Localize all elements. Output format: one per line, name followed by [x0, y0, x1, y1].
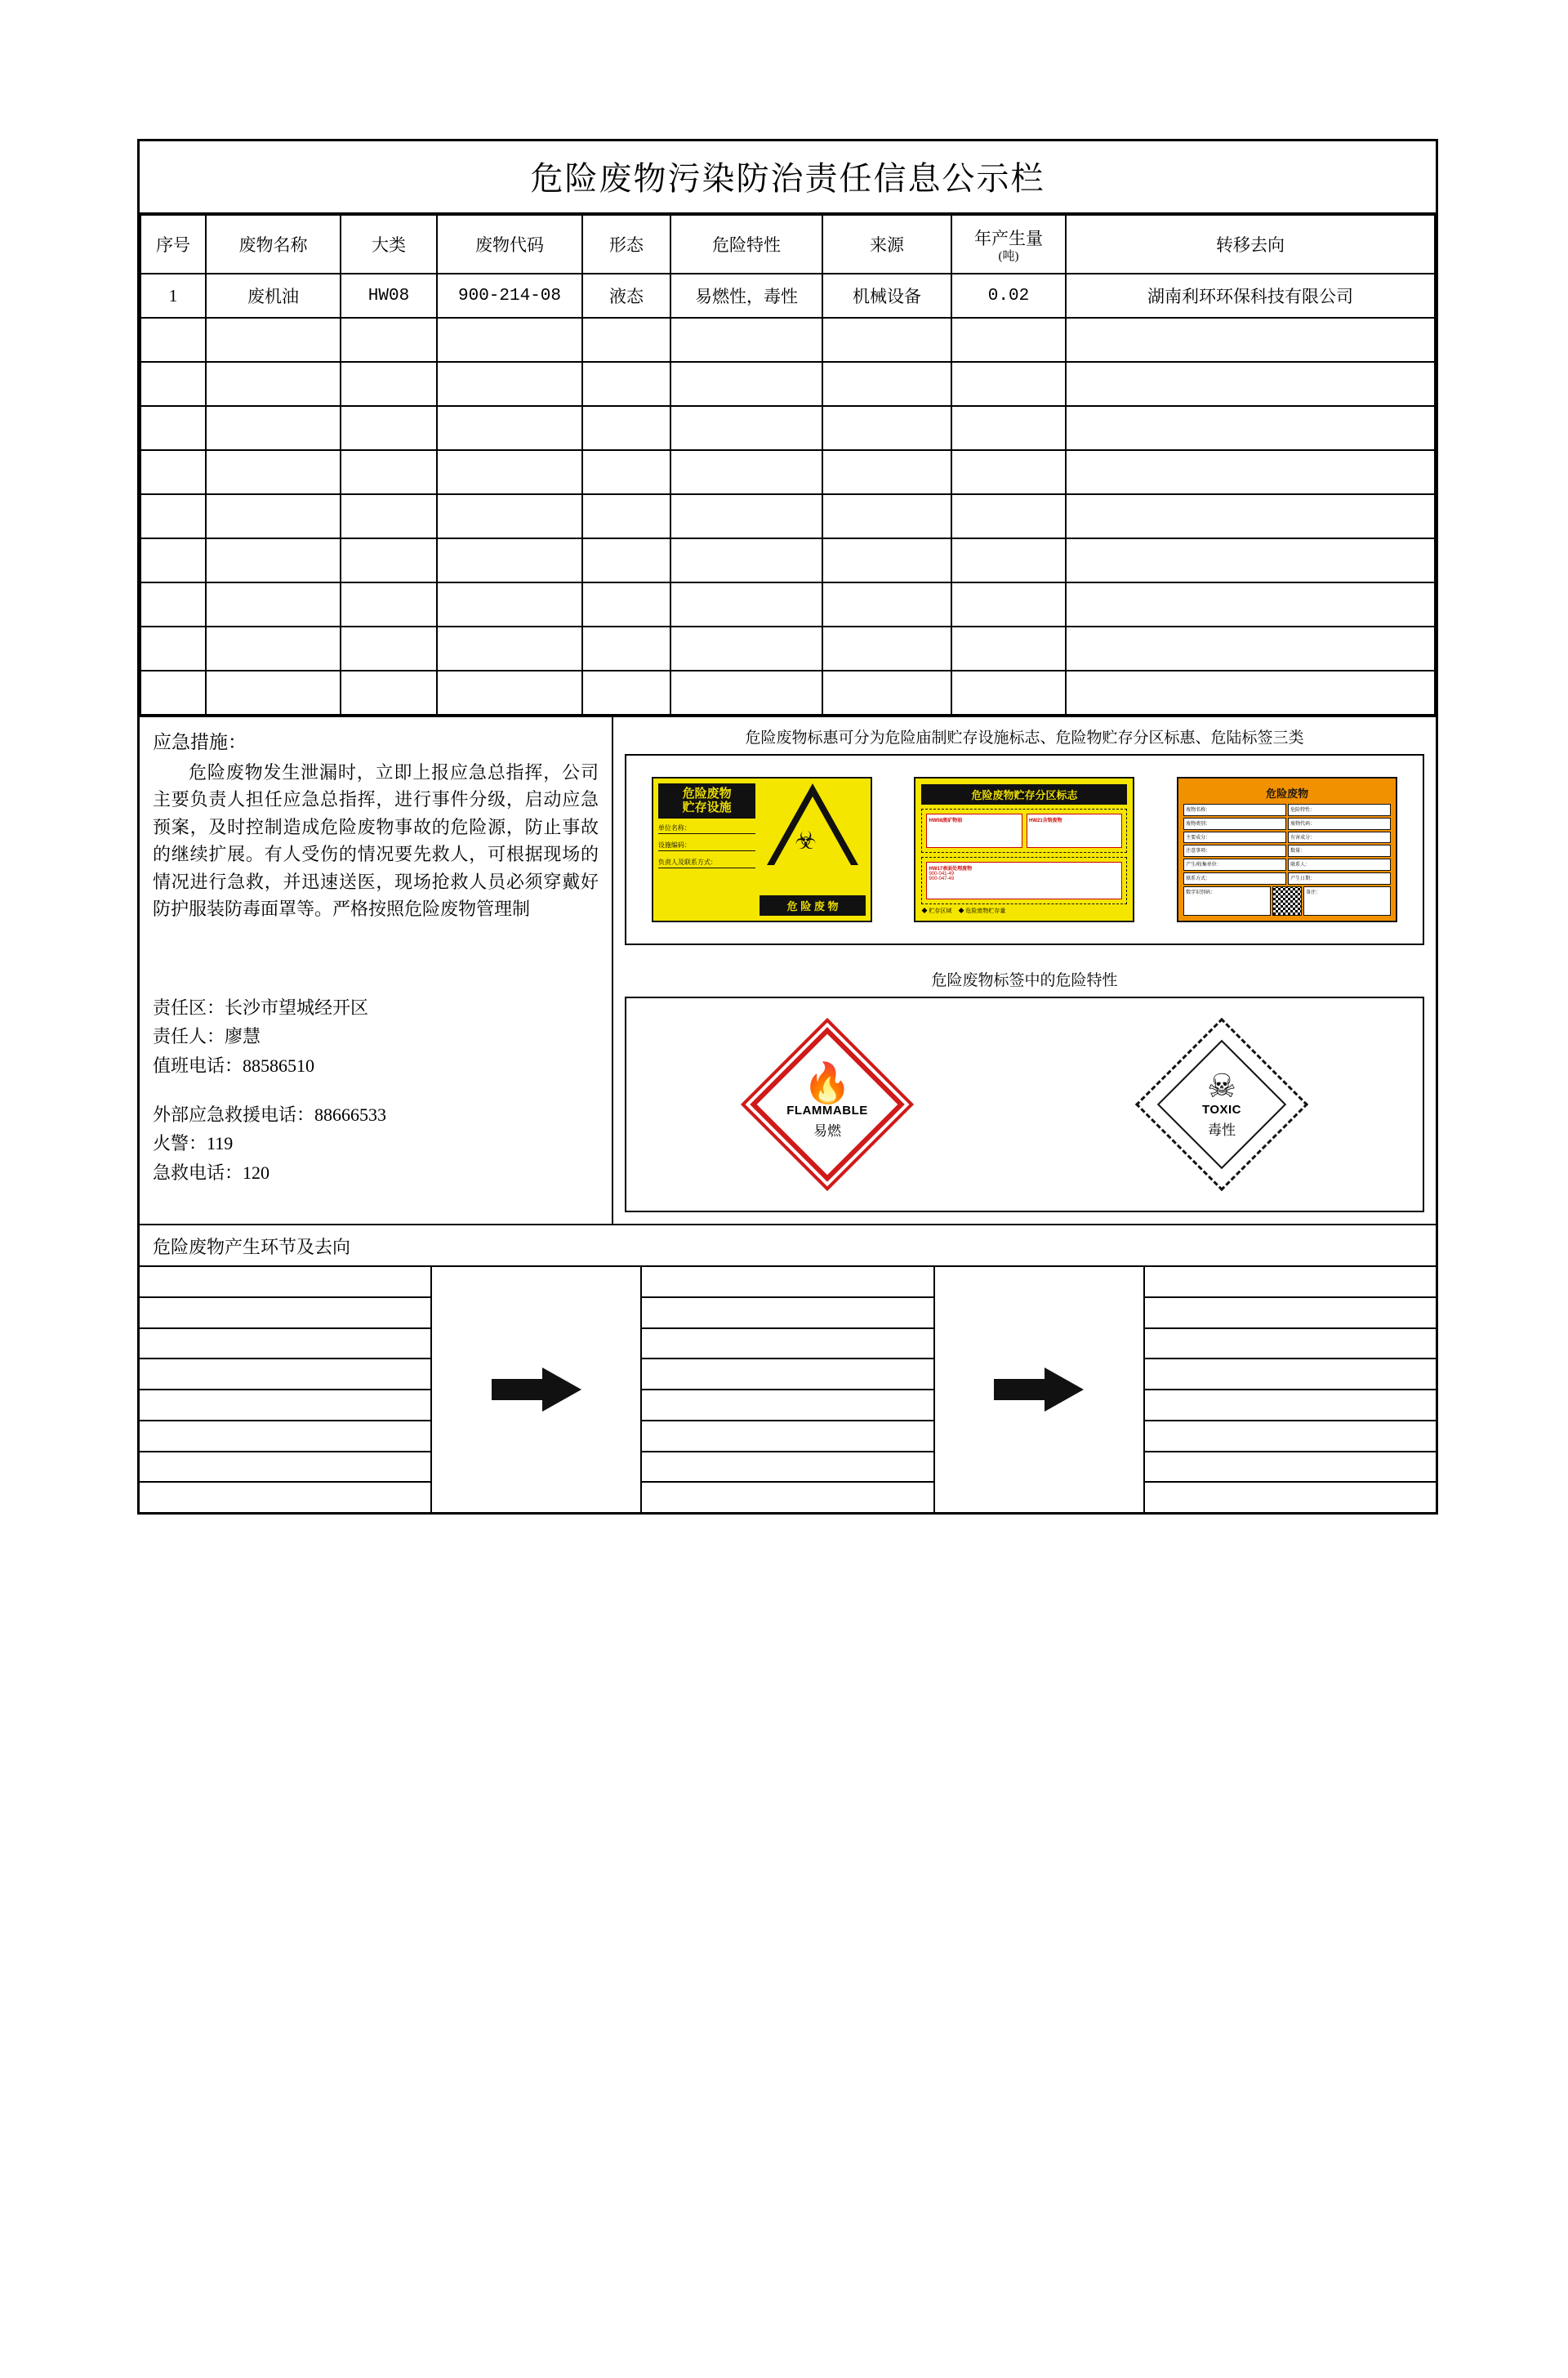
- table-header-row: [140, 215, 1435, 274]
- label-field: 备注：: [1303, 886, 1391, 916]
- label-field: 废物类别：: [1183, 818, 1286, 830]
- header-amount: [951, 215, 1066, 274]
- cell-empty: [140, 450, 206, 494]
- header-source: 来源: [822, 215, 951, 274]
- page-title: 危险废物污染防治责任信息公示栏: [530, 160, 1045, 197]
- table-row-empty: [140, 627, 1435, 671]
- flow-line: [642, 1359, 933, 1390]
- cell-empty: [1066, 671, 1435, 715]
- cell-empty: [206, 538, 341, 582]
- arrow-head: [1045, 1367, 1084, 1412]
- cell-empty: [582, 494, 670, 538]
- cell-empty: [437, 582, 582, 627]
- label-field: 主要成分：: [1183, 832, 1286, 844]
- flammable-diamond: [741, 1018, 914, 1191]
- cell-empty: [140, 627, 206, 671]
- label-row: [1183, 886, 1391, 916]
- duty-phone-line: [153, 1051, 599, 1081]
- flow-section-title: 危险废物产生环节及去向: [140, 1224, 1436, 1265]
- label-field: 注意事项：: [1183, 845, 1286, 857]
- zone-foot-1: ◆ 贮存区域: [921, 908, 952, 914]
- zone-cell-3-code1: 900-041-49: [929, 872, 955, 877]
- flow-line: [1145, 1298, 1436, 1329]
- toxic-label-cn: 毒性: [1207, 1122, 1236, 1138]
- flow-arrow-1: [432, 1267, 642, 1512]
- flow-line: [642, 1329, 933, 1360]
- toxic-diamond-wrap: [1120, 1019, 1324, 1190]
- table-row-empty: [140, 582, 1435, 627]
- table-row-empty: [140, 494, 1435, 538]
- label-row: [1183, 845, 1391, 857]
- cell-empty: [206, 406, 341, 450]
- zone-foot-2: ◆ 危险废物贮存量: [958, 908, 1006, 914]
- label-row: [1183, 859, 1391, 871]
- external-rescue-value: 88666533: [314, 1104, 387, 1125]
- zone-cell-1-title: HW08废矿物油: [929, 819, 963, 823]
- table-row-empty: [140, 318, 1435, 362]
- cell-empty: [437, 494, 582, 538]
- zone-cell-2: [1027, 814, 1123, 848]
- toxic-diamond: [1135, 1018, 1308, 1191]
- arrow-right-icon: [492, 1367, 581, 1412]
- flow-line: [140, 1329, 430, 1360]
- responsibility-block: [153, 993, 599, 1081]
- header-name: 废物名称: [206, 215, 341, 274]
- zone-sign-footer: [921, 907, 1127, 915]
- header-amount-label: 年产生量: [974, 228, 1043, 248]
- cell-empty: [951, 538, 1066, 582]
- cell-empty: [822, 671, 951, 715]
- signage-panel: [613, 717, 1436, 1224]
- arrow-right-icon: [994, 1367, 1084, 1412]
- zone-cell-3-title: HW17表面处理废物: [929, 867, 973, 872]
- header-category: 大类: [341, 215, 437, 274]
- arrow-shaft: [994, 1379, 1048, 1400]
- signage-caption: 危险废物标惠可分为危险庙制贮存设施标志、危险物贮存分区标惠、危陆标签三类: [745, 729, 1304, 747]
- cell-empty: [582, 362, 670, 406]
- cell-empty: [670, 318, 822, 362]
- cell-category: HW08: [341, 274, 437, 318]
- cell-empty: [206, 362, 341, 406]
- flow-line: [1145, 1359, 1436, 1390]
- header-state: 形态: [582, 215, 670, 274]
- arrow-shaft: [492, 1379, 546, 1400]
- cell-empty: [140, 362, 206, 406]
- table-body: [140, 274, 1435, 715]
- cell-empty: [951, 582, 1066, 627]
- cell-empty: [822, 582, 951, 627]
- flow-line: [140, 1452, 430, 1483]
- flow-line: [1145, 1452, 1436, 1483]
- label-field: 数字识别码：: [1183, 886, 1271, 916]
- emergency-body: 危险废物发生泄漏时，立即上报应急总指挥，公司主要负责人担任应急总指挥，进行事件分级，启动应急预案，及时控制造成危险废物事故的危险源，防止事故的继续扩展。有人受伤的情况要先救人，可根据现场的情况进行急救，并迅速送医，现场抢救人员必须穿戴好防护服装防毒面罩等。严格按照危险废物管理制: [153, 762, 599, 920]
- cell-empty: [670, 494, 822, 538]
- cell-empty: [582, 582, 670, 627]
- flow-line: [642, 1298, 933, 1329]
- ambulance-label: 急救电话：: [153, 1162, 243, 1183]
- qr-code-icon: [1272, 886, 1302, 916]
- cell-empty: [206, 494, 341, 538]
- cell-empty: [822, 406, 951, 450]
- flow-line: [642, 1452, 933, 1483]
- sign-header-line2: 贮存设施: [682, 801, 732, 815]
- table-row-empty: [140, 538, 1435, 582]
- cell-empty: [140, 318, 206, 362]
- header-hazard: 危险特性: [670, 215, 822, 274]
- cell-name: 废机油: [206, 274, 341, 318]
- flow-line: [140, 1298, 430, 1329]
- cell-empty: [582, 406, 670, 450]
- storage-facility-sign: [652, 777, 872, 922]
- cell-empty: [951, 362, 1066, 406]
- public-notice-board: [137, 139, 1438, 1515]
- sign-header: [658, 783, 756, 819]
- responsibility-area-line: [153, 993, 599, 1023]
- table-row-empty: [140, 362, 1435, 406]
- sign-right-column: [760, 783, 865, 916]
- cell-empty: [1066, 627, 1435, 671]
- sign-header-line1: 危险废物: [682, 787, 732, 801]
- flow-arrow-2: [935, 1267, 1145, 1512]
- cell-empty: [437, 450, 582, 494]
- flammable-diamond-wrap: [725, 1019, 929, 1190]
- flow-line: [140, 1390, 430, 1421]
- arrow-head: [542, 1367, 581, 1412]
- flow-line: [642, 1390, 933, 1421]
- duty-phone-label: 值班电话：: [153, 1055, 243, 1076]
- flow-line: [1145, 1329, 1436, 1360]
- sign-fields: [658, 819, 756, 917]
- cell-empty: [1066, 494, 1435, 538]
- cell-empty: [437, 362, 582, 406]
- flow-diagram: [140, 1265, 1436, 1512]
- cell-empty: [341, 671, 437, 715]
- cell-code: 900-214-08: [437, 274, 582, 318]
- table-row-empty: [140, 406, 1435, 450]
- cell-empty: [670, 582, 822, 627]
- flow-line: [140, 1421, 430, 1452]
- sign-footer: 危 险 废 物: [760, 895, 865, 916]
- cell-empty: [951, 627, 1066, 671]
- middle-section: [140, 716, 1436, 1224]
- flow-line: [1145, 1421, 1436, 1452]
- fire-label: 火警：: [153, 1133, 207, 1154]
- duty-phone-value: 88586510: [243, 1055, 315, 1076]
- zone-sign-body: [921, 809, 1127, 853]
- cell-empty: [822, 494, 951, 538]
- waste-table: [140, 214, 1436, 716]
- header-destination: 转移去向: [1066, 215, 1435, 274]
- cell-empty: [206, 671, 341, 715]
- cell-amount: 0.02: [951, 274, 1066, 318]
- header-amount-unit: (吨): [998, 249, 1019, 263]
- external-rescue-label: 外部应急救援电话：: [153, 1104, 315, 1125]
- hazard-caption: 危险废物标签中的危险特性: [931, 972, 1118, 989]
- flow-line: [642, 1421, 933, 1452]
- cell-empty: [1066, 318, 1435, 362]
- cell-empty: [582, 627, 670, 671]
- emergency-heading: 应急措施：: [153, 732, 247, 752]
- cell-empty: [341, 318, 437, 362]
- label-field: 产生日期：: [1288, 872, 1391, 885]
- flow-line: [1145, 1390, 1436, 1421]
- flammable-label-cn: 易燃: [813, 1123, 842, 1139]
- responsible-person-value: 廖慧: [225, 1026, 261, 1047]
- flammable-label-en: FLAMMABLE: [786, 1104, 868, 1118]
- sign-left-column: [658, 783, 756, 916]
- cell-empty: [582, 450, 670, 494]
- cell-empty: [582, 318, 670, 362]
- hazard-triangle-icon: [767, 783, 858, 865]
- cell-empty: [670, 627, 822, 671]
- cell-empty: [822, 362, 951, 406]
- fire-line: [153, 1129, 599, 1158]
- label-field: 联系方式：: [1183, 872, 1286, 885]
- cell-empty: [670, 671, 822, 715]
- fire-value: 119: [207, 1133, 234, 1154]
- cell-empty: [206, 450, 341, 494]
- cell-empty: [1066, 538, 1435, 582]
- cell-state: 液态: [582, 274, 670, 318]
- sign-field-code: 设施编码：: [658, 841, 756, 851]
- responsible-person-label: 责任人：: [153, 1026, 225, 1047]
- responsibility-area-value: 长沙市望城经开区: [225, 997, 369, 1018]
- label-row: [1183, 872, 1391, 885]
- zone-sign-header: 危险废物贮存分区标志: [921, 784, 1127, 805]
- cell-index: 1: [140, 274, 206, 318]
- cell-destination: 湖南利环环保科技有限公司: [1066, 274, 1435, 318]
- cell-empty: [951, 406, 1066, 450]
- sign-field-unit: 单位名称：: [658, 823, 756, 834]
- dead-tree-icon: ☣: [795, 828, 817, 854]
- cell-empty: [437, 671, 582, 715]
- cell-empty: [670, 538, 822, 582]
- label-row: [1183, 832, 1391, 844]
- cell-empty: [582, 538, 670, 582]
- external-contacts-block: [153, 1100, 599, 1188]
- cell-empty: [951, 450, 1066, 494]
- flow-line: [140, 1483, 430, 1512]
- ambulance-value: 120: [243, 1162, 270, 1183]
- cell-empty: [1066, 362, 1435, 406]
- flow-line: [1145, 1483, 1436, 1512]
- cell-empty: [206, 582, 341, 627]
- label-field: 危险特性：: [1288, 804, 1391, 816]
- table-row-empty: [140, 450, 1435, 494]
- cell-empty: [140, 671, 206, 715]
- cell-empty: [437, 627, 582, 671]
- cell-empty: [1066, 582, 1435, 627]
- hazardous-waste-label: [1177, 777, 1397, 922]
- cell-empty: [951, 671, 1066, 715]
- external-rescue-line: [153, 1100, 599, 1130]
- cell-empty: [140, 582, 206, 627]
- table-row: [140, 274, 1435, 318]
- cell-empty: [951, 318, 1066, 362]
- flame-icon: 🔥: [803, 1062, 853, 1105]
- flow-line: [642, 1483, 933, 1512]
- cell-empty: [140, 538, 206, 582]
- cell-hazard: 易燃性，毒性: [670, 274, 822, 318]
- label-field: 有害成分：: [1288, 832, 1391, 844]
- cell-empty: [951, 494, 1066, 538]
- flow-column-1: [140, 1267, 432, 1512]
- cell-empty: [437, 406, 582, 450]
- storage-zone-sign: [914, 777, 1134, 922]
- zone-cell-2-title: HW21含铬废物: [1028, 819, 1062, 823]
- cell-empty: [341, 362, 437, 406]
- cell-source: 机械设备: [822, 274, 951, 318]
- table-row-empty: [140, 671, 1435, 715]
- zone-cell-3-code2: 900-047-49: [929, 877, 955, 881]
- flow-line: [140, 1267, 430, 1298]
- cell-empty: [341, 582, 437, 627]
- cell-empty: [670, 450, 822, 494]
- signage-image-row: [625, 754, 1424, 945]
- cell-empty: [1066, 450, 1435, 494]
- sign-field-contact: 负责人及联系方式：: [658, 858, 756, 868]
- ambulance-line: [153, 1158, 599, 1188]
- cell-empty: [437, 538, 582, 582]
- cell-empty: [341, 627, 437, 671]
- flow-column-2: [642, 1267, 934, 1512]
- cell-empty: [341, 538, 437, 582]
- label-field: 数量：: [1288, 845, 1391, 857]
- label-field: 废物名称：: [1183, 804, 1286, 816]
- flow-line: [642, 1267, 933, 1298]
- label-field: 废物代码：: [1288, 818, 1391, 830]
- page-title-row: [140, 141, 1436, 214]
- header-code: 废物代码: [437, 215, 582, 274]
- toxic-label-en: TOXIC: [1201, 1103, 1241, 1117]
- label-header: 危险废物: [1266, 787, 1309, 800]
- cell-empty: [822, 538, 951, 582]
- label-row: [1183, 818, 1391, 830]
- label-field: 联系人：: [1288, 859, 1391, 871]
- cell-empty: [1066, 406, 1435, 450]
- cell-empty: [670, 406, 822, 450]
- label-grid: [1183, 804, 1391, 916]
- cell-empty: [140, 406, 206, 450]
- flow-column-3: [1145, 1267, 1436, 1512]
- cell-empty: [341, 494, 437, 538]
- cell-empty: [341, 450, 437, 494]
- zone-sign-body-2: [921, 857, 1127, 904]
- zone-cell-1: [926, 814, 1022, 848]
- cell-empty: [206, 627, 341, 671]
- hazard-image-row: [625, 997, 1424, 1212]
- cell-empty: [341, 406, 437, 450]
- skull-crossbones-icon: ☠: [1206, 1068, 1236, 1104]
- cell-empty: [822, 450, 951, 494]
- cell-empty: [582, 671, 670, 715]
- responsible-person-line: [153, 1022, 599, 1051]
- cell-empty: [822, 627, 951, 671]
- header-index: 序号: [140, 215, 206, 274]
- zone-cell-3: [926, 862, 1122, 899]
- cell-empty: [670, 362, 822, 406]
- label-row: [1183, 804, 1391, 816]
- cell-empty: [140, 494, 206, 538]
- emergency-panel: [140, 717, 613, 1224]
- flow-line: [1145, 1267, 1436, 1298]
- responsibility-area-label: 责任区：: [153, 997, 225, 1018]
- flammable-content: [769, 1046, 885, 1162]
- cell-empty: [437, 318, 582, 362]
- cell-empty: [206, 318, 341, 362]
- flow-line: [140, 1359, 430, 1390]
- cell-empty: [822, 318, 951, 362]
- label-field: 产生/收集单位：: [1183, 859, 1286, 871]
- toxic-content: [1163, 1046, 1281, 1163]
